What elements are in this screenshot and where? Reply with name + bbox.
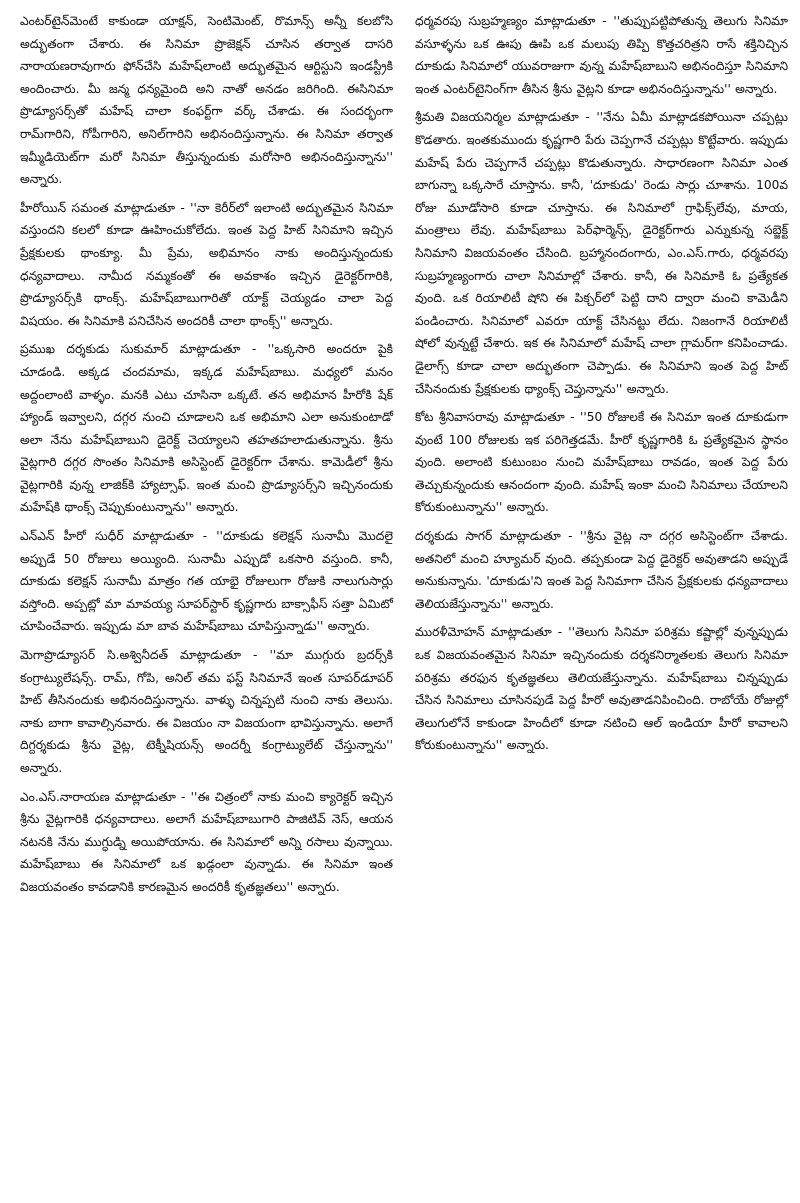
paragraph: శ్రీమతి విజయనిర్మల మాట్లాడుతూ - ''నేను ఏమీ మాట్లాడకపోయినా చప్పట్లు కొడతారు. ఇంతకుముందు కృష్ణగారి పేరు చెప్పగానే చప్పట్లు కొట్టేవారు. ఇప్పుడు మహేష్‌ పేరు చెప్పగానే చప్పట్లు కొడుతున్నారు. సాధారణంగా సినిమా ఎంత బాగున్నా ఒక్కసారే చూస్తాను. కానీ, 'దూకుడు' రెండు సార్లు చూశాను. 100వ రోజు మూడోసారి కూడా చూస్తాను. ఈ సినిమాలో గ్రాఫిక్స్‌లేవు, మాయ, మంత్రాలు లేవు. మహేష్‌బాబు పెర్‌ఫార్మెన్స్‌, డైరెక్టర్‌గారు ఎన్నుకున్న సబ్జెక్ట్‌ సినిమాని విజయవంతం చేసింది. బ్రహ్మానందంగారు, ఎం.ఎస్‌.గారు, ధర్మవరపు సుబ్రహ్మణ్యంగారు చాలా సినిమాల్లో చేశారు. కానీ, ఈ సినిమాకి ఓ ప్రత్యేకత వుంది. ఒక రియాలిటీ షోని ఈ పిక్చర్‌లో పెట్టి దాని ద్వారా మంచి కామెడీని పండించారు. సినిమాలో ఎవరూ యాక్ట్‌ చేసినట్టు లేదు. నిజంగానే రియాలిటీ షోలో వున్నట్టే చేశారు. ఇక ఈ సినిమాలో మహేష్‌ చాలా గ్లామర్‌గా కనిపించాడు. డైలాగ్స్‌ కూడా చాలా అద్భుతంగా చెప్పాడు. ఈ సినిమాని ఇంత పెద్ద హిట్‌ చేసినందుకు ప్రేక్షకులకు థ్యాంక్స్‌ చెప్తున్నాను'' అన్నారు. xyxy=(415,110,788,396)
paragraph: కోట శ్రీనివాసరావు మాట్లాడుతూ - ''50 రోజులకే ఈ సినిమా ఇంత దూకుడుగా వుంటే 100 రోజులకు ఇక పరిగెత్తడమే. హీరో కృష్ణగారికి ఓ ప్రత్యేకమైన స్థానం వుంది. అలాంటి కుటుంబం నుంచి మహేష్‌బాబు రావడం, ఇంత పెద్ద పేరు తెచ్చుకున్నందుకు ఆనందంగా వుంది. మహేష్‌ ఇంకా మంచి సినిమాలు చేయాలని కోరుకుంటున్నాను'' అన్నారు. xyxy=(415,410,788,515)
paragraph: మెగాప్రొడ్యూసర్‌ సి.అశ్వినీదత్‌ మాట్లాడుతూ - ''మా ముగ్గురు బ్రదర్స్‌కి కంగ్రాట్యులేషన్స్‌. రామ్‌, గోపి, అనిల్‌ తమ ఫస్ట్‌ సినిమానే ఇంత సూపర్‌డూపర్‌ హిట్‌ తీసినందుకు అభినందిస్తున్నాను. వాళ్ళు చిన్నప్పటి నుంచి నాకు తెలుసు. నాకు బాగా కావాల్సినవారు. ఈ విజయం నా విజయంగా భావిస్తున్నాను. అలాగే దిగ్దర్శకుడు శ్రీను వైట్ల, టెక్నీషియన్స్‌ అందర్నీ కంగ్రాట్యులేట్‌ చేస్తున్నాను'' అన్నారు. xyxy=(20,648,393,775)
paragraph: ఎన్‌ఎన్‌ హీరో సుధీర్‌ మాట్లాడుతూ - ''దూకుడు కలెక్షన్‌ సునామీ మొదలై అప్పుడే 50 రోజులు అయ్యింది. సునామీ ఎప్పుడో ఒకసారి వస్తుంది. కానీ, దూకుడు కలెక్షన్‌ సునామీ మాత్రం గత యాభై రోజులుగా రోజుకి నాలుగుసార్లు వస్తోంది. అప్పట్లో మా మావయ్య సూపర్‌స్టార్‌ కృష్ణగారు బాక్సాఫీస్‌ సత్తా ఏమిటో చూపించేవారు. ఇప్పుడు మా బావ మహేష్‌బాబు చూపిస్తున్నాడు'' అన్నారు. xyxy=(20,529,393,634)
paragraph: ధర్మవరపు సుబ్రహ్మణ్యం మాట్లాడుతూ - ''తుప్పుపట్టిపోతున్న తెలుగు సినిమా వసూళ్ళను ఒక ఊపు ఊపి ఒక మలుపు తిప్పి కొత్తచరిత్రని రాసే శక్తినిచ్చిన దూకుడు సినిమాలో యువరాజుగా వున్న మహేష్‌బాబుని అభినందిస్తూ సినిమాని ఇంత ఎంటర్‌టైనింగ్‌గా తీసిన శ్రీను వైట్లని కూడా అభినందిస్తున్నాను'' అన్నారు. xyxy=(415,14,788,96)
paragraph: ఎం.ఎస్‌.నారాయణ మాట్లాడుతూ - ''ఈ చిత్రంలో నాకు మంచి క్యారెక్టర్‌ ఇచ్చిన శ్రీను వైట్లగారికి ధన్యవాదాలు. అలాగే మహేష్‌బాబుగారి పాజిటివ్‌ నెస్‌, ఆయన నటనకి నేను ముగ్ధుడ్ని అయిపోయాను. ఈ సినిమాలో అన్ని రసాలు వున్నాయి. మహేష్‌బాబు ఈ సినిమాలో ఒక ఖడ్గంలా వున్నాడు. ఈ సినిమా ఇంత విజయవంతం కావడానికి కారణమైన అందరికీ కృతజ్ఞతలు'' అన్నారు. xyxy=(20,789,393,894)
paragraph: మురళీమోహన్‌ మాట్లాడుతూ - ''తెలుగు సినిమా పరిశ్రమ కష్టాల్లో వున్నప్పుడు ఒక విజయవంతమైన సినిమా ఇచ్చినందుకు దర్శకనిర్మాతలకు తెలుగు సినిమా పరిశ్రమ తరఫున కృతజ్ఞతలు తెలియజేస్తున్నాను. మహేష్‌బాబు చిన్నప్పుడు చేసిన సినిమాలు చూసినపుడే పెద్ద హీరో అవుతాడనిపించింది. రాబోయే రోజుల్లో తెలుగులోనే కాకుండా హిందీలో కూడా నటించి ఆల్‌ ఇండియా హీరో కావాలని కోరుకుంటున్నాను'' అన్నారు. xyxy=(415,625,788,753)
right-column xyxy=(415,10,788,1195)
paragraph: ప్రముఖ దర్శకుడు సుకుమార్‌ మాట్లాడుతూ - ''ఒక్కసారి అందరూ పైకి చూడండి. అక్కడ చందమామ, ఇక్కడ మహేష్‌బాబు. మధ్యలో మనం అద్దంలాంటి వాళ్ళం. మనకి ఎటు చూసినా ఒక్కటే. తన అభిమాన హీరోకి షేక్‌ హ్యాండ్‌ ఇవ్వాలని, దగ్గర నుంచి చూడాలని ఒక అభిమాని ఎలా అనుకుంటాడో అలా నేను మహేష్‌బాబుని డైరెక్ట్‌ చెయ్యాలని తహతహలాడుతున్నాను. శ్రీను వైట్లగారి దగ్గర సొంతం సినిమాకి అసిస్టెంట్‌ డైరెక్టర్‌గా చేశాను. కామెడీలో శ్రీను వైట్లగారికి వున్న లాజిక్‌కి హ్యాట్సాఫ్‌. ఇంత మంచి ప్రొడ్యూసర్స్‌ని ఇచ్చినందుకు మహేష్‌కి థాంక్స్‌ చెప్పుకుంటున్నాను'' అన్నారు. xyxy=(20,342,393,515)
left-column xyxy=(20,10,393,1195)
paragraph: హీరోయిన్‌ సమంత మాట్లాడుతూ - ''నా కెరీర్‌లో ఇలాంటి అద్భుతమైన సినిమా వస్తుందని కలలో కూడా ఊహించుకోలేదు. ఇంత పెద్ద హిట్‌ సినిమాని ఇచ్చిన ప్రేక్షకులకు థాంక్యూ. మీ ప్రేమ, అభిమానం నాకు అందిస్తున్నందుకు ధన్యవాదాలు. నామీద నమ్మకంతో ఈ అవకాశం ఇచ్చిన డైరెక్టర్‌గారికి, ప్రొడ్యూసర్స్‌కి థాంక్స్‌. మహేష్‌బాబుగారితో యాక్ట్‌ చెయ్యడం చాలా పెద్ద విషయం. ఈ సినిమాకి పనిచేసిన అందరికీ చాలా థాంక్స్‌'' అన్నారు. xyxy=(20,200,393,328)
paragraph: ఎంటర్‌టైన్‌మెంటే కాకుండా యాక్షన్‌, సెంటిమెంట్‌, రొమాన్స్‌ అన్నీ కలబోసి అద్భుతంగా చేశారు. ఈ సినిమా ప్రొజెక్షన్‌ చూసిన తర్వాత దాసరి నారాయణరావుగారు ఫోన్‌చేసి మహేష్‌లాంటి అద్భుతమైన ఆర్టిస్టుని ఇండస్ట్రీకి అందించారు. మీ జన్మ ధన్యమైంది అని నాతో అనడం జరిగింది. ఈసినిమా ప్రొడ్యూసర్స్‌తో మహేష్‌ చాలా కంఫర్ట్‌గా వర్క్‌ చేశాడు. ఈ సందర్భంగా రామ్‌గారిని, గోపీగారిని, అనిల్‌గారిని అభినందిస్తున్నాను. ఈ సినిమా తర్వాత ఇమ్మీడియెట్‌గా మరో సినిమా తీస్తున్నందుకు మరోసారి అభినందిస్తున్నాను'' అన్నారు. xyxy=(20,14,393,187)
paragraph: దర్శకుడు సాగర్‌ మాట్లాడుతూ - ''శ్రీను వైట్ల నా దగ్గర అసిస్టెంట్‌గా చేశాడు. అతనిలో మంచి హ్యూమర్‌ వుంది. తప్పకుండా పెద్ద డైరెక్టర్‌ అవుతాడని అప్పుడే అనుకున్నాను. 'దూకుడు'ని ఇంత పెద్ద సినిమాగా చేసిన ప్రేక్షకులకు ధన్యవాదాలు తెలియజేస్తున్నాను'' అన్నారు. xyxy=(415,529,788,611)
